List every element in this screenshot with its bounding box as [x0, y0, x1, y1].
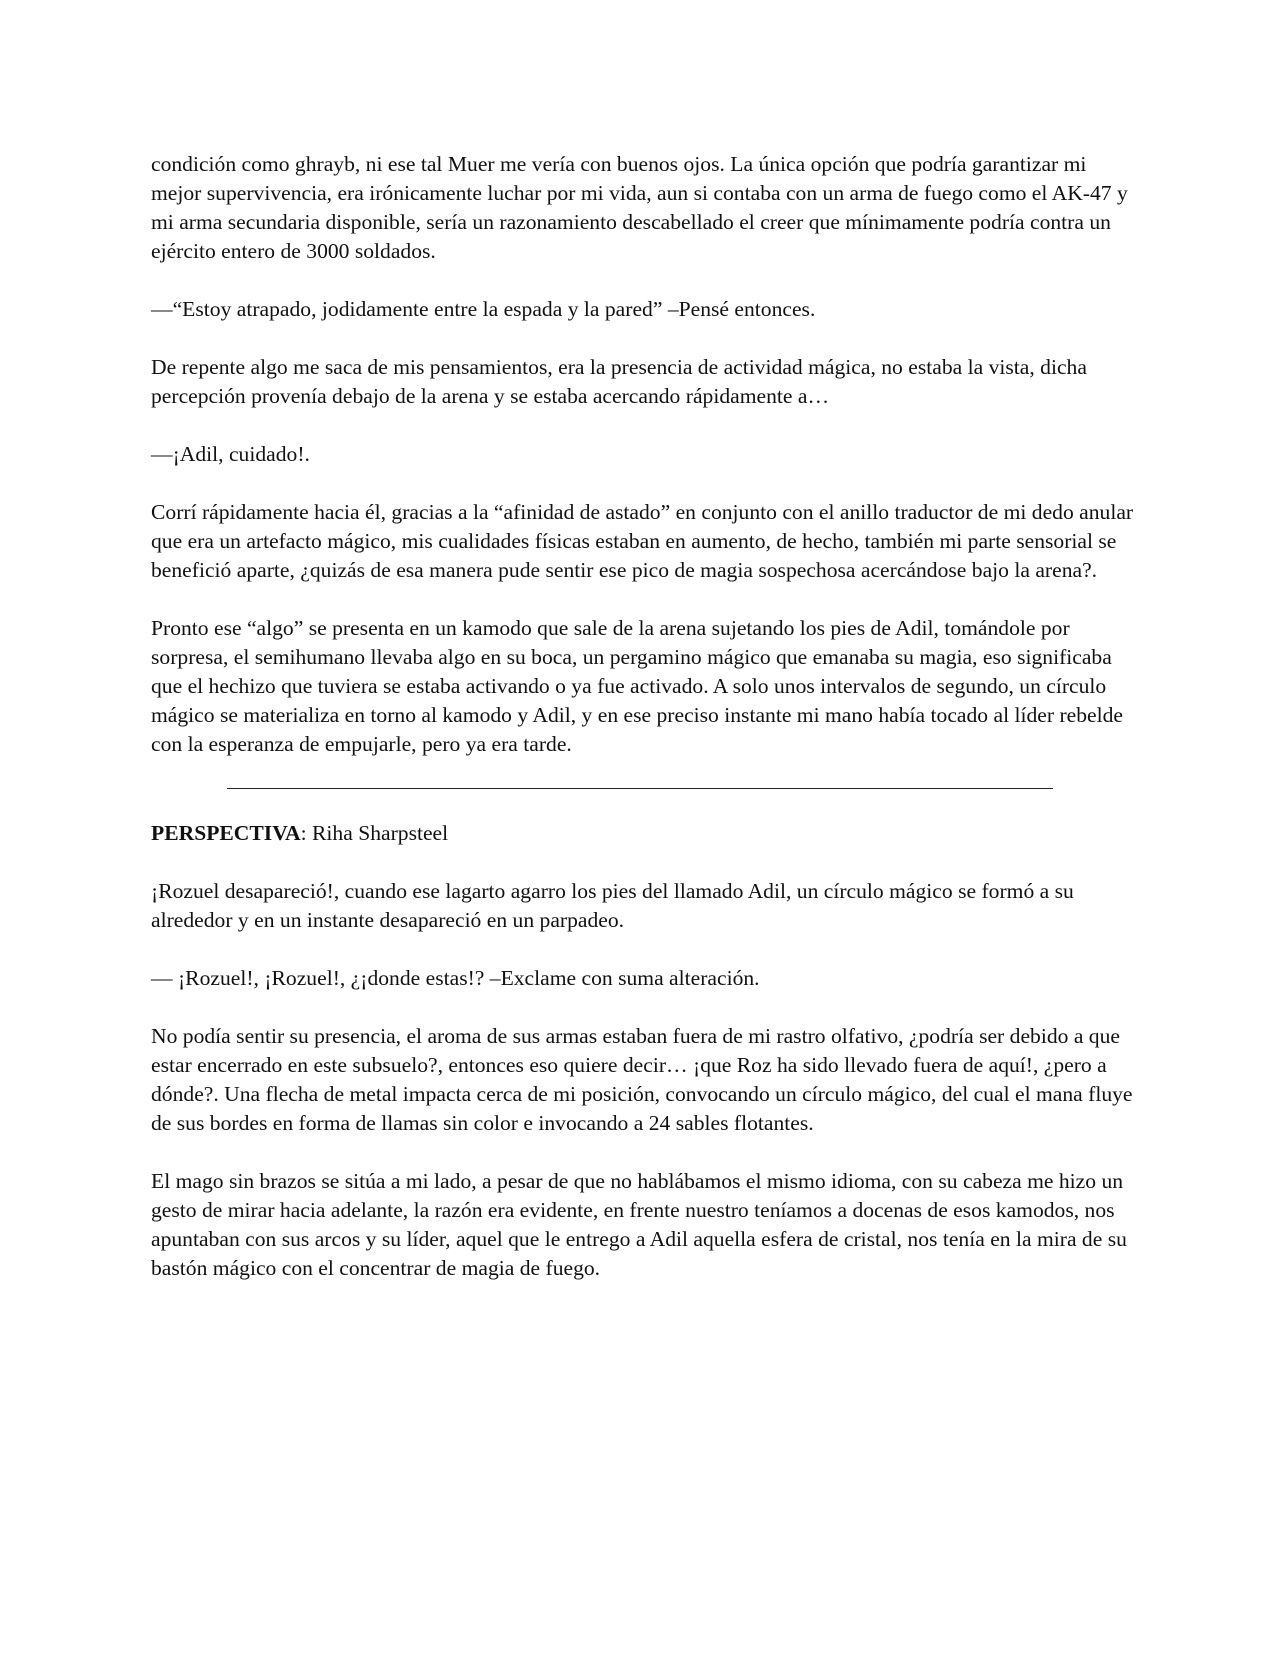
perspective-heading: [151, 819, 1136, 848]
dialogue-line: —¡Adil, cuidado!.: [151, 442, 310, 466]
paragraph: Corrí rápidamente hacia él, gracias a la “afinidad de astado” en conjunto con el anillo traductor de mi dedo anular que era un artefacto mágico, mis cualidades físicas estaban en aumento, de hecho, también mi parte sensorial se benefició aparte, ¿quizás de esa manera pude sentir ese pico de magia sospechosa acercándose bajo la arena?.: [151, 500, 1134, 582]
paragraph: No podía sentir su presencia, el aroma de sus armas estaban fuera de mi rastro olfativo, ¿podría ser debido a que estar encerrado en este subsuelo?, entonces eso quiere decir… ¡que Roz ha sido llevado fuera de aquí!, ¿pero a dónde?. Una flecha de metal impacta cerca de mi posición, convocando un círculo mágico, del cual el mana fluye de sus bordes en forma de llamas sin color e invocando a 24 sables flotantes.: [151, 1024, 1133, 1135]
paragraph: El mago sin brazos se sitúa a mi lado, a pesar de que no hablábamos el mismo idioma, con su cabeza me hizo un gesto de mirar hacia adelante, la razón era evidente, en frente nuestro teníamos a docenas de esos kamodos, nos apuntaban con sus arcos y su líder, aquel que le entrego a Adil aquella esfera de cristal, nos tenía en la mira de su bastón mágico con el concentrar de magia de fuego.: [151, 1169, 1127, 1280]
paragraph: ¡Rozuel desapareció!, cuando ese lagarto agarro los pies del llamado Adil, un círculo mágico se formó a su alrededor y en un instante desapareció en un parpadeo.: [151, 879, 1074, 932]
section-divider: [227, 788, 1053, 789]
perspective-name: : Riha Sharpsteel: [300, 821, 449, 845]
document-page: [151, 150, 1136, 1312]
perspective-label: PERSPECTIVA: [151, 821, 301, 845]
paragraph: Pronto ese “algo” se presenta en un kamodo que sale de la arena sujetando los pies de Adil, tomándole por sorpresa, el semihumano llevaba algo en su boca, un pergamino mágico que emanaba su magia, eso significaba que el hechizo que tuviera se estaba activando o ya fue activado. A solo unos intervalos de segundo, un círculo mágico se materializa en torno al kamodo y Adil, y en ese preciso instante mi mano había tocado al líder rebelde con la esperanza de empujarle, pero ya era tarde.: [151, 616, 1123, 756]
dialogue-line: — ¡Rozuel!, ¡Rozuel!, ¿¡donde estas!? –Exclame con suma alteración.: [151, 966, 760, 990]
dialogue-line: —“Estoy atrapado, jodidamente entre la espada y la pared” –Pensé entonces.: [151, 297, 816, 321]
paragraph: De repente algo me saca de mis pensamientos, era la presencia de actividad mágica, no estaba la vista, dicha percepción provenía debajo de la arena y se estaba acercando rápidamente a…: [151, 355, 1087, 408]
paragraph: condición como ghrayb, ni ese tal Muer me vería con buenos ojos. La única opción que podría garantizar mi mejor supervivencia, era irónicamente luchar por mi vida, aun si contaba con un arma de fuego como el AK-47 y mi arma secundaria disponible, sería un razonamiento descabellado el creer que mínimamente podría contra un ejército entero de 3000 soldados.: [151, 152, 1128, 263]
